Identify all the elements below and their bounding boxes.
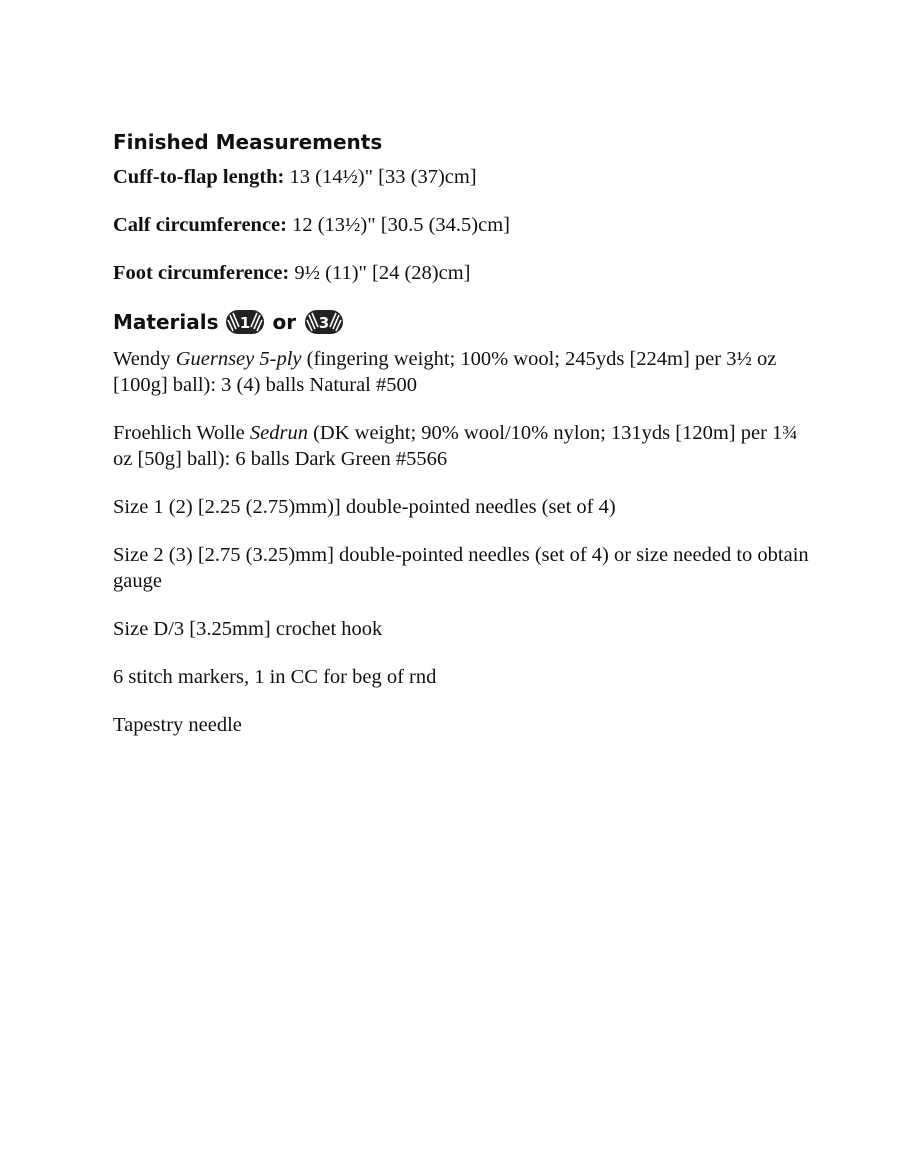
material-item: Size 2 (3) [2.75 (3.25)mm] double-pointed needles (set of 4) or size needed to obtain gauge bbox=[113, 544, 809, 592]
finished-measurements-heading: Finished Measurements bbox=[113, 130, 383, 154]
material-yarn-2: Froehlich Wolle Sedrun (DK weight; 90% wool/10% nylon; 131yds [120m] per 1¾ oz [50g] ball): 6 balls Dark Green #5566 bbox=[113, 422, 798, 470]
measurement-label: Cuff-to-flap length: bbox=[113, 166, 285, 188]
yarn-name: Guernsey 5-ply bbox=[175, 348, 302, 370]
measurement-label: Calf circumference: bbox=[113, 214, 287, 236]
material-item: Tapestry needle bbox=[113, 714, 242, 736]
material-item: Size D/3 [3.25mm] crochet hook bbox=[113, 618, 383, 640]
measurement-cuff-to-flap bbox=[113, 164, 813, 190]
material-item: Size 1 (2) [2.25 (2.75)mm)] double-pointed needles (set of 4) bbox=[113, 496, 616, 518]
or-text: or bbox=[272, 310, 297, 334]
svg-text:1: 1 bbox=[239, 314, 250, 332]
yarn-weight-1-icon bbox=[225, 309, 265, 335]
material-yarn-1: Wendy Guernsey 5-ply (fingering weight; 100% wool; 245yds [224m] per 3½ oz [100g] ball): 3 (4) balls Natural #500 bbox=[113, 348, 777, 396]
yarn-name: Sedrun bbox=[249, 422, 308, 444]
yarn-weight-3-icon bbox=[304, 309, 344, 335]
measurement-calf bbox=[113, 212, 813, 238]
materials-heading: Materials 1 or 3 bbox=[113, 308, 813, 336]
measurement-value: 12 (13½)" [30.5 (34.5)cm] bbox=[286, 214, 510, 236]
pattern-page bbox=[113, 128, 813, 760]
material-item: 6 stitch markers, 1 in CC for beg of rnd bbox=[113, 666, 437, 688]
measurement-foot bbox=[113, 260, 813, 286]
measurement-value: 13 (14½)" [33 (37)cm] bbox=[284, 166, 477, 188]
svg-text:3: 3 bbox=[318, 314, 330, 332]
measurement-value: 9½ (11)" [24 (28)cm] bbox=[289, 262, 471, 284]
measurement-label: Foot circumference: bbox=[113, 262, 290, 284]
